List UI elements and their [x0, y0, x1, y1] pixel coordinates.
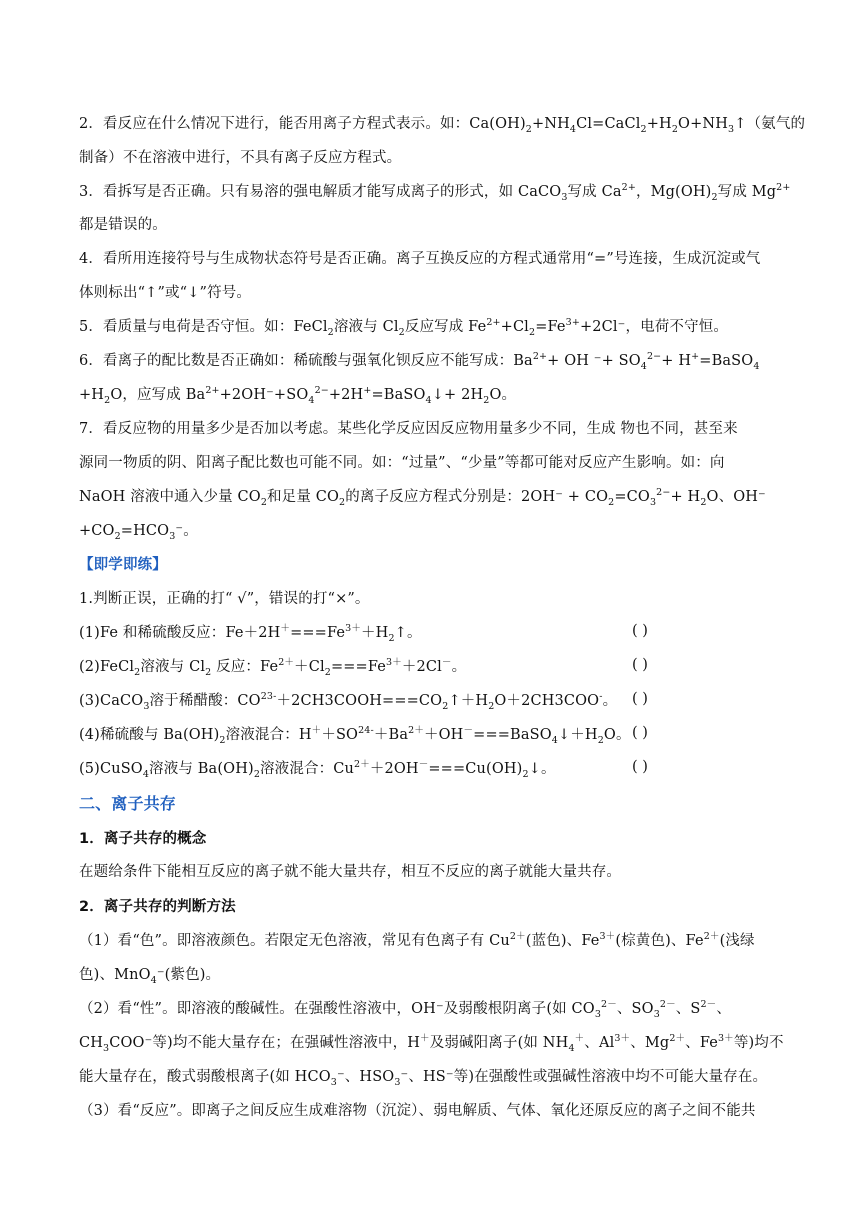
method-1-line-1: （1）看“色”。即溶液颜色。若限定无色溶液，常见有色离子有 $Cu^{2+}$(蓝色)、$Fe^{3+}$(棕黄色)、$Fe^{2+}$(浅绿	[79, 931, 755, 949]
answer-blank-1[interactable]: ( )	[632, 623, 648, 639]
answer-blank-5[interactable]: ( )	[632, 759, 648, 775]
practice-item-4: (4)稀硫酸与 $Ba(OH)_2$溶液混合：$H^++SO^{24-}+Ba^{2+}+OH^-===BaSO_4↓+H_2O$。	[79, 725, 631, 746]
rule-6-line-2: $+H_2O$，应写成 $Ba^{2+}+2OH^-+SO_4^{2-}+2H^+=BaSO_4↓+ 2H_2O$。	[79, 385, 517, 406]
answer-blank-2[interactable]: ( )	[632, 657, 648, 673]
rule-2-line-2: 制备）不在溶液中进行，不具有离子反应方程式。	[79, 150, 402, 166]
method-2-line-1: （2）看“性”。即溶液的酸碱性。在强酸性溶液中，OH⁻及弱酸根阴离子(如 $CO_3^{2-}$、$SO_3^{2-}$、$S^{2-}$、	[79, 999, 731, 1020]
rule-7-line-3: NaOH 溶液中通入少量 $CO_2$和足量 $CO_2$的离子反应方程式分别是：$2OH^- + CO_2=CO_3^{2-}+ H_2O$、OH⁻	[79, 487, 766, 508]
practice-intro: 1.判断正误，正确的打“ √”，错误的打“×”。	[79, 591, 370, 607]
rule-6-line-1: 6．看离子的配比数是否正确如：稀硫酸与强氧化钡反应不能写成：$Ba^{2+}+$ OH ⁻+ $SO_4^{2-}+$ H+=BaSO$_4$	[79, 351, 760, 372]
answer-blank-3[interactable]: ( )	[632, 691, 648, 707]
rule-7-line-2: 源同一物质的阴、阳离子配比数也可能不同。如：“过量”、“少量”等都可能对反应产生影响。如：向	[79, 455, 725, 471]
practice-item-1: (1)Fe 和稀硫酸反应：$Fe+2H^+===Fe^{3+}+H_2↑$。	[79, 623, 422, 644]
method-2-line-3: 能大量存在，酸式弱酸根离子(如 $HCO_3^-$、$HSO_3^-$、HS⁻等)在强酸性或强碱性溶液中均不可能大量存在。	[79, 1069, 768, 1088]
section-2-heading: 二、离子共存	[79, 794, 176, 813]
method-3-line-1: （3）看“反应”。即离子之间反应生成难溶物（沉淀）、弱电解质、气体、氧化还原反应的离子之间不能共	[79, 1103, 756, 1119]
practice-title: 【即学即练】	[79, 556, 167, 573]
practice-item-5: (5)CuSO$_4$溶液与 $Ba(OH)_2$溶液混合：$Cu^{2+}+2OH^-===Cu(OH)_2↓$。	[79, 759, 556, 780]
rule-4-line-2: 体则标出“↑”或“↓”符号。	[79, 285, 252, 301]
rule-7-line-4: $+CO_2=HCO_3^-$。	[79, 523, 198, 542]
rule-7-line-1: 7．看反应物的用量多少是否加以考虑。某些化学反应因反应物用量多少不同，生成 物也不同，甚至来	[79, 421, 738, 437]
section-2-subtitle-1: 1．离子共存的概念	[79, 831, 207, 847]
rule-5-line-1: 5．看质量与电荷是否守恒。如：FeCl$_2$溶液与 $Cl_2$反应写成 $Fe^{2+}+Cl_2=Fe^{3+}+2Cl^-$，电荷不守恒。	[79, 317, 729, 338]
practice-item-2: (2)FeCl$_2$溶液与 $Cl_2$ 反应：$Fe^{2+}+Cl_2===Fe^{3+}+2Cl^-$。	[79, 657, 467, 678]
answer-blank-4[interactable]: ( )	[632, 725, 648, 741]
rule-4-line-1: 4．看所用连接符号与生成物状态符号是否正确。离子互换反应的方程式通常用“=”号连接，生成沉淀或气	[79, 251, 761, 267]
practice-item-3: (3)CaCO$_3$溶于稀醋酸：$CO^{23-}+2CH3COOH===CO_2↑+H_2O+2CH3COO^-$。	[79, 691, 618, 712]
rule-3-line-1: 3．看拆写是否正确。只有易溶的强电解质才能写成离子的形式，如 CaCO$_3$写成 $Ca^{2+}$，$Mg(OH)_2$写成 $Mg^{2+}$	[79, 182, 791, 203]
section-2-concept-text: 在题给条件下能相互反应的离子就不能大量共存，相互不反应的离子就能大量共存。	[79, 864, 622, 880]
rule-3-line-2: 都是错误的。	[79, 217, 167, 233]
method-1-line-2: 色)、MnO$_4$⁻(紫色)。	[79, 967, 221, 986]
section-2-subtitle-2: 2．离子共存的判断方法	[79, 899, 236, 915]
rule-2-line-1: 2．看反应在什么情况下进行，能否用离子方程式表示。如：$Ca(OH)_2+NH_4Cl=CaCl_2+H_2O+NH_3↑$（氨气的	[79, 116, 806, 135]
method-2-line-2: $CH_3COO^-$等)均不能大量存在；在强碱性溶液中，H＋及弱碱阳离子(如 $NH_4^+$、$Al^{3+}$、$Mg^{2+}$、$Fe^{3+}$等)均不	[79, 1033, 784, 1054]
